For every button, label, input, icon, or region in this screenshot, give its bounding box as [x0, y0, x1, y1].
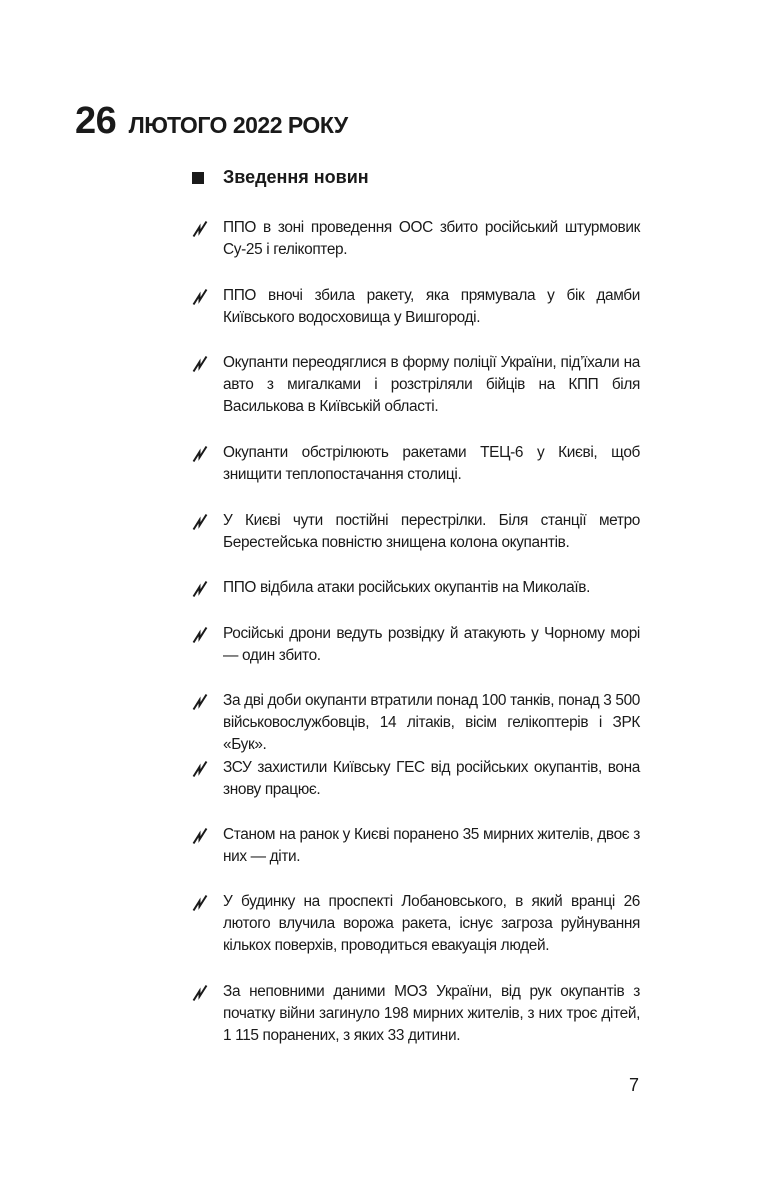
section-heading-text: Зведення новин: [223, 167, 369, 187]
lightning-bullet-icon: [192, 827, 208, 845]
news-item: [192, 510, 640, 554]
news-item-text: Російські дрони ведуть розвідку й атакують у Чорному морі — один збито.: [223, 625, 640, 664]
news-item: [192, 577, 640, 599]
lightning-bullet-icon: [192, 513, 208, 531]
news-item: [192, 757, 640, 801]
lightning-bullet-icon: [192, 984, 208, 1002]
news-item: [192, 891, 640, 957]
news-item-text: За неповними даними МОЗ України, від рук окупантів з початку війни загинуло 198 мирних жителів, з них троє дітей, 1 115 поранених, з яких 33 дитини.: [223, 983, 640, 1044]
news-item: [192, 981, 640, 1047]
lightning-bullet-icon: [192, 220, 208, 238]
news-item-text: Окупанти переодяглися в форму поліції України, під’їхали на авто з мигалками і розстріляли бійців на КПП біля Василькова в Київській області.: [223, 354, 640, 415]
news-item: [192, 285, 640, 329]
lightning-bullet-icon: [192, 760, 208, 778]
news-item-text: ППО в зоні проведення ООС збито російський штурмовик Су-25 і гелікоптер.: [223, 219, 640, 258]
news-item-text: ППО вночі збила ракету, яка прямувала у бік дамби Київського водосховища у Вишгороді.: [223, 287, 640, 326]
lightning-bullet-icon: [192, 626, 208, 644]
lightning-bullet-icon: [192, 693, 208, 711]
square-bullet-icon: [192, 172, 204, 184]
lightning-bullet-icon: [192, 894, 208, 912]
news-item-text: Станом на ранок у Києві поранено 35 мирних жителів, двоє з них — діти.: [223, 826, 640, 865]
news-item-text: ППО відбила атаки російських окупантів на Миколаїв.: [223, 579, 591, 596]
news-item: [192, 217, 640, 261]
news-item: [192, 623, 640, 667]
news-item: [192, 352, 640, 418]
news-item: [192, 824, 640, 868]
lightning-bullet-icon: [192, 288, 208, 306]
page-number: 7: [628, 1075, 639, 1095]
news-item: [192, 690, 640, 756]
news-item-text: У будинку на проспекті Лобановського, в який вранці 26 лютого влучила ворожа ракета, існує загроза руйнування кількох поверхів, проводиться евакуація людей.: [223, 893, 640, 954]
news-item-text: ЗСУ захистили Київську ГЕС від російських окупантів, вона знову працює.: [223, 759, 640, 798]
news-item-text: Окупанти обстрілюють ракетами ТЕЦ-6 у Києві, щоб знищити теплопостачання столиці.: [223, 444, 640, 483]
lightning-bullet-icon: [192, 445, 208, 463]
lightning-bullet-icon: [192, 580, 208, 598]
news-item-text: У Києві чути постійні перестрілки. Біля станції метро Берестейська повністю знищена колона окупантів.: [223, 512, 640, 551]
section-heading: [192, 167, 369, 188]
title-day: 26: [75, 100, 117, 142]
news-item: [192, 442, 640, 486]
lightning-bullet-icon: [192, 355, 208, 373]
title-month-year: ЛЮТОГО 2022 РОКУ: [128, 112, 348, 138]
page-title: [75, 100, 348, 143]
news-item-text: За дві доби окупанти втратили понад 100 танків, понад 3 500 військовослужбовців, 14 літаків, вісім гелікоптерів і ЗРК «Бук».: [223, 692, 640, 753]
